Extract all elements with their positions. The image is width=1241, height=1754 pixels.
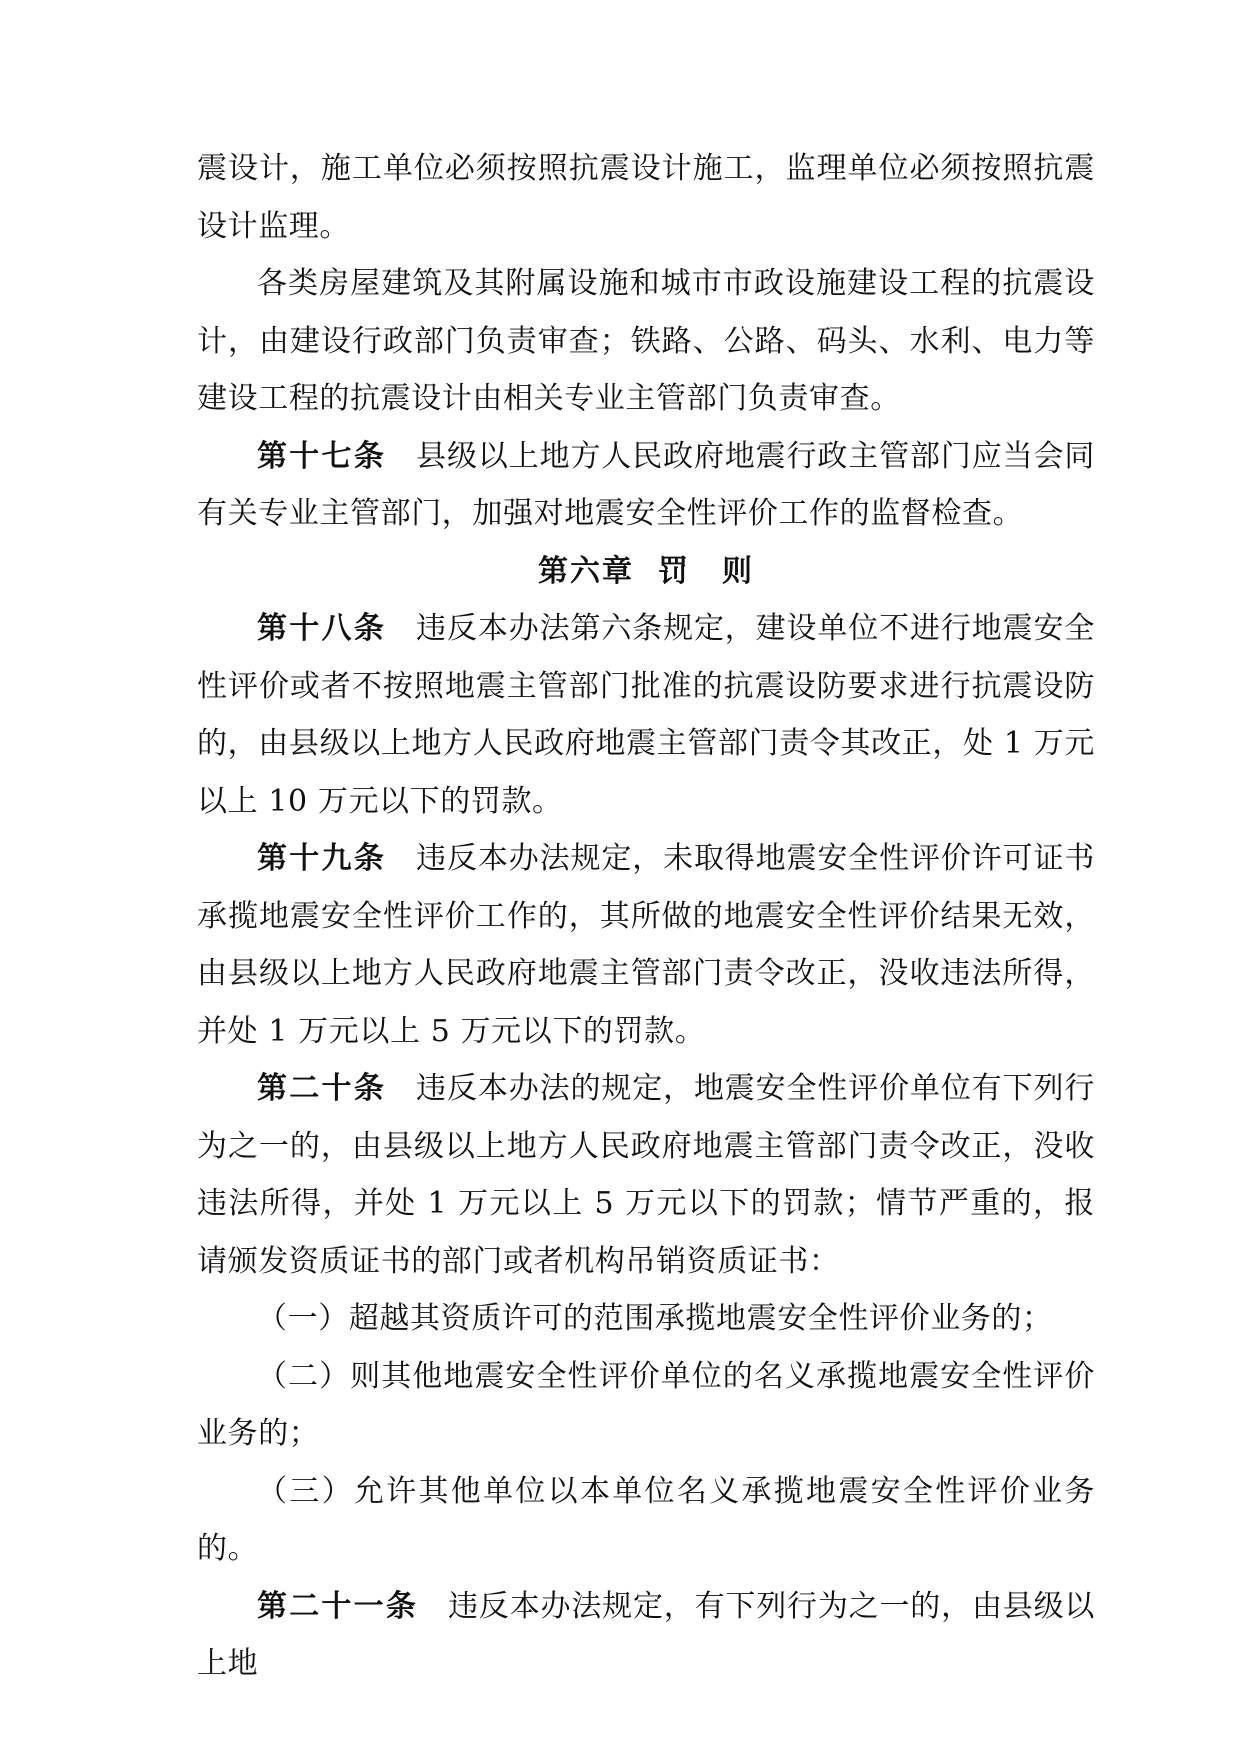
paragraph-continuation: 震设计，施工单位必须按照抗震设计施工，监理单位必须按照抗震设计监理。 — [197, 151, 1095, 244]
article-20-text: 违反本办法的规定，地震安全性评价单位有下列行为之一的，由县级以上地方人民政府地震主管部门责令改正，没收违法所得，并处 1 万元以上 5 万元以下的罚款；情节严重的，报请颁发资质证书的部门或者机构吊销资质证书： — [197, 1071, 1096, 1279]
article-20-item-3: （三）允许其他单位以本单位名义承揽地震安全性评价业务的。 — [197, 1473, 1095, 1566]
article-17-number: 第十七条 — [257, 438, 387, 474]
article-18-text: 违反本办法第六条规定，建设单位不进行地震安全性评价或者不按照地震主管部门批准的抗震设防要求进行抗震设防的，由县级以上地方人民政府地震主管部门责令其改正，处 1 万元以上 10 万元以下的罚款。 — [197, 611, 1096, 819]
paragraph-review-responsibility: 各类房屋建筑及其附属设施和城市市政设施建设工程的抗震设计，由建设行政部门负责审查；铁路、公路、码头、水利、电力等建设工程的抗震设计由相关专业主管部门负责审查。 — [197, 266, 1095, 416]
article-20-item-2: （二）则其他地震安全性评价单位的名义承揽地震安全性评价业务的； — [197, 1358, 1095, 1451]
chapter-title: 罚 则 — [658, 553, 754, 589]
document-body — [197, 140, 1095, 1693]
article-21 — [197, 1578, 1095, 1693]
article-18-number: 第十八条 — [257, 611, 387, 646]
article-18 — [197, 600, 1095, 830]
article-19-number: 第十九条 — [257, 841, 387, 876]
article-20 — [197, 1060, 1095, 1290]
article-19-text: 违反本办法规定，未取得地震安全性评价许可证书承揽地震安全性评价工作的，其所做的地震安全性评价结果无效，由县级以上地方人民政府地震主管部门责令改正，没收违法所得，并处 1 万元以上 5 万元以下的罚款。 — [197, 841, 1096, 1049]
article-20-item-1: （一）超越其资质许可的范围承揽地震安全性评价业务的； — [257, 1301, 1053, 1336]
chapter-heading — [197, 543, 1095, 601]
article-21-number: 第二十一条 — [257, 1588, 419, 1624]
chapter-number: 第六章 — [538, 553, 634, 589]
article-20-number: 第二十条 — [257, 1071, 387, 1106]
article-17 — [197, 428, 1095, 543]
article-17-text: 县级以上地方人民政府地震行政主管部门应当会同有关专业主管部门，加强对地震安全性评价工作的监督检查。 — [197, 438, 1096, 531]
article-19 — [197, 830, 1095, 1060]
article-21-text: 违反本办法规定，有下列行为之一的，由县级以上地 — [197, 1588, 1095, 1681]
